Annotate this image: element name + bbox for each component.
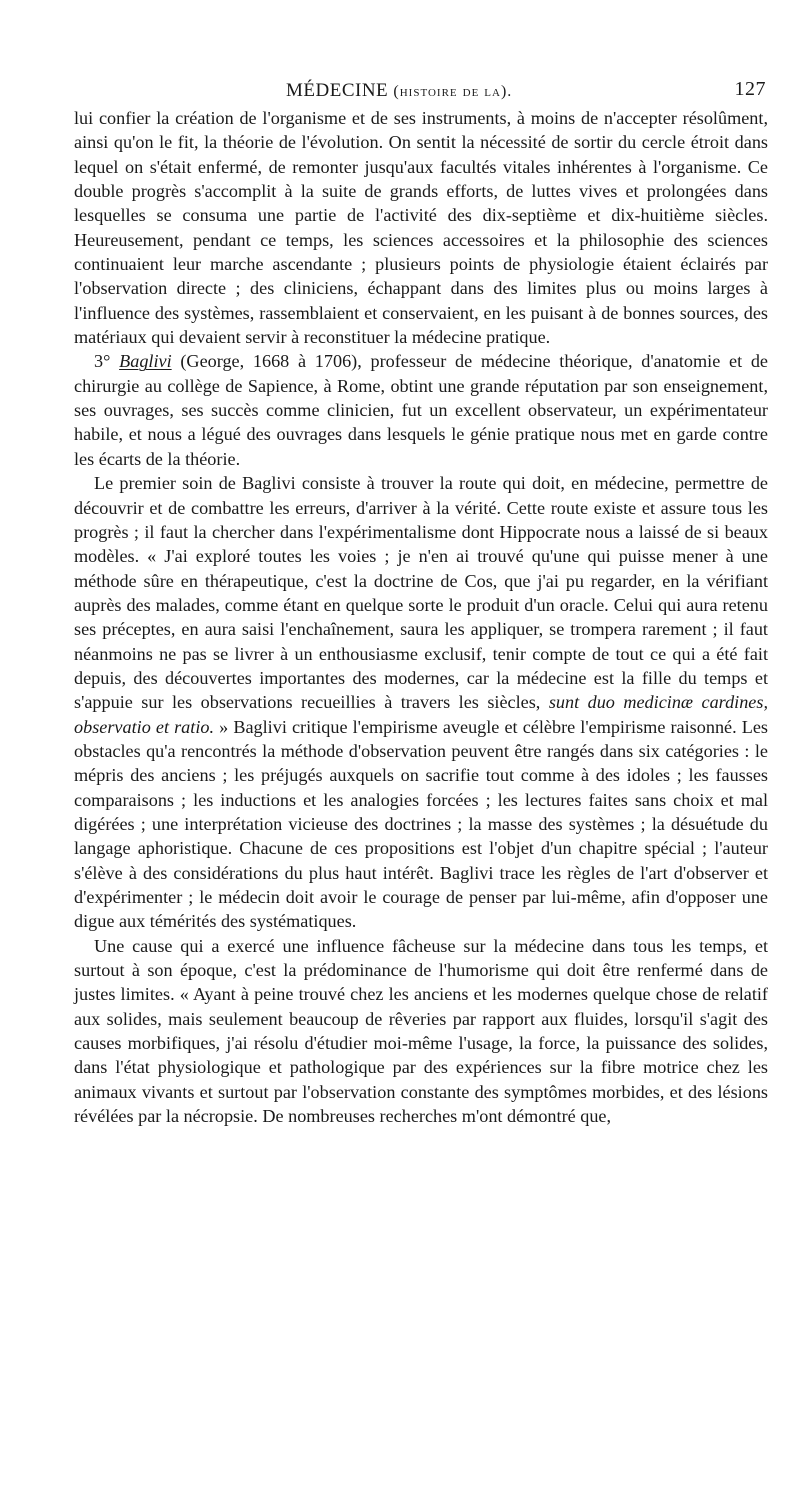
page-number: 127	[734, 78, 766, 100]
method-text-before: Le premier soin de Baglivi consiste à trouver la route qui doit, en médecine, permettre de découvrir et de combattre les erreurs, d'arriver à la vérité. Cette route existe et assure tous les progrès ; il faut la chercher dans l'expérimentalisme dont Hippocrate nous a laissé de si beaux modèles. « J'ai exploré toutes les voies ; je n'en ai trouvé qu'une qui puisse mener à une méthode sûre en thérapeutique, c'est la doctrine de Cos, que j'ai pu regarder, en la vérifiant auprès des malades, comme étant en quelque sorte le produit d'un oracle. Celui qui aura retenu ses préceptes, en aura saisi l'enchaînement, saura les appliquer, se trompera rarement ; il faut néanmoins ne pas se livrer à un enthousiasme exclusif, tenir compte de tout ce qui a été fait depuis, des découvertes importantes des modernes, car la médecine est la fille du temps et s'appuie sur les observations recueillies à travers les siècles,	[74, 473, 768, 713]
paragraph-continuation: lui confier la création de l'organisme et de ses instruments, à moins de n'accepter résolûment, ainsi qu'on le fit, la théorie de l'évolution. On sentit la nécessité de sortir du cercle étroit dans lequel on s'était enfermé, de remonter jusqu'aux facultés vitales inhérentes à l'organisme. Ce double progrès s'accomplit à la suite de grands efforts, de luttes vives et prolongées dans lesquelles se consuma une partie de l'activité des dix-septième et dix-huitième siècles. Heureusement, pendant ce temps, les sciences accessoires et la philosophie des sciences continuaient leur marche ascendante ; plusieurs points de physiologie étaient éclairés par l'observation directe ; des cliniciens, échappant dans des limites plus ou moins larges à l'influence des systèmes, rassemblaient et conservaient, en les puisant à de bonnes sources, des matériaux qui devaient servir à reconstituer la médecine pratique.	[74, 108, 768, 348]
running-header	[74, 76, 768, 106]
running-title-main: MÉDECINE	[286, 80, 389, 101]
running-title	[286, 80, 512, 102]
running-title-sub: (histoire de la).	[393, 83, 513, 100]
paragraph-method	[74, 471, 768, 934]
section-number: 3°	[94, 351, 111, 372]
entry-text: (George, 1668 à 1706), professeur de médecine théorique, d'anatomie et de chirurgie au collège de Sapience, à Rome, obtint une grande réputation par son enseignement, ses ouvrages, ses succès comme clinicien, fut un excellent observateur, un expérimentateur habile, et nous a légué des ouvrages dans lesquels le génie pratique nous met en garde contre les écarts de la théorie.	[74, 351, 769, 469]
entry-name: Baglivi	[119, 351, 172, 372]
page	[74, 76, 768, 1128]
body-text	[74, 106, 768, 1128]
paragraph-humorism: Une cause qui a exercé une influence fâcheuse sur la médecine dans tous les temps, et surtout à son époque, c'est la prédominance de l'humorisme qui doit être renfermé dans de justes limites. « Ayant à peine trouvé chez les anciens et les modernes quelque chose de relatif aux solides, mais seulement beaucoup de rêveries par rapport aux fluides, lorsqu'il s'agit des causes morbifiques, j'ai résolu d'étudier moi-même l'usage, la force, la puissance des solides, dans l'état physiologique et pathologique par des expériences sur la fibre motrice chez les animaux vivants et surtout par l'observation constante des symptômes morbides, et des lésions révélées par la nécropsie. De nombreuses recherches m'ont démontré que,	[74, 935, 768, 1127]
paragraph-baglivi-entry	[74, 349, 768, 471]
method-text-after: » Baglivi critique l'empirisme aveugle et célèbre l'empirisme raisonné. Les obstacles qu'a rencontrés la méthode d'observation peuvent être rangés dans six catégories : le mépris des anciens ; les préjugés auxquels on sacrifie tout comme à des idoles ; les fausses comparaisons ; les inductions et les analogies forcées ; les lectures faites sans choix et mal digérées ; une interprétation vicieuse des doctrines ; la masse des systèmes ; la désuétude du langage aphoristique. Chacune de ces propositions est l'objet d'un chapitre spécial ; l'auteur s'élève à des considérations du plus haut intérêt. Baglivi trace les règles de l'art d'observer et d'expérimenter ; le médecin doit avoir le courage de penser par lui-même, afin d'opposer une digue aux témérités des systématiques.	[74, 716, 769, 932]
latin-quote: sunt duo medicinæ cardines, observatio et ratio.	[74, 692, 769, 737]
